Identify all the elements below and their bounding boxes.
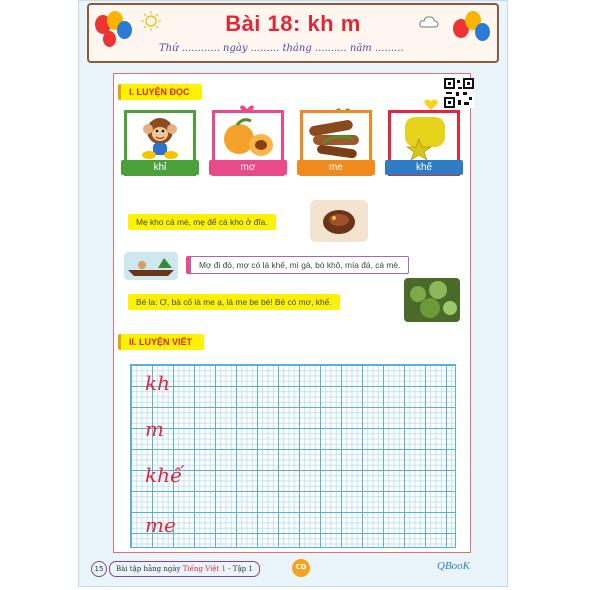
picture-card-me bbox=[300, 110, 372, 176]
boat-icon bbox=[124, 252, 178, 280]
starfruit-icon bbox=[391, 113, 457, 163]
apricot-icon bbox=[215, 113, 281, 163]
section-reading-label: I. LUYỆN ĐỌC bbox=[118, 84, 202, 100]
picture-label: me bbox=[297, 160, 375, 175]
header-banner bbox=[87, 3, 499, 63]
reading-sentence-1: Mẹ kho cá mè, mẹ để cá kho ở đĩa. bbox=[128, 214, 276, 230]
section-writing-label: II. LUYỆN VIẾT bbox=[118, 334, 204, 350]
cd-icon: CD bbox=[292, 559, 310, 577]
tamarind-icon bbox=[303, 113, 369, 163]
picture-label: khế bbox=[385, 160, 463, 175]
writing-sample: m bbox=[145, 417, 164, 441]
cloud-icon bbox=[419, 15, 439, 29]
tamarind-tree-icon bbox=[404, 278, 460, 322]
exercise-panel bbox=[113, 73, 471, 553]
lesson-title: Bài 18: kh m bbox=[225, 11, 361, 36]
book-title: Bài tập hằng ngày Tiếng Việt 1 - Tập 1 bbox=[109, 561, 260, 577]
page-number: 15 bbox=[91, 561, 107, 577]
picture-card-khe bbox=[388, 110, 460, 176]
writing-grid[interactable] bbox=[130, 364, 456, 548]
date-line: Thứ ............ ngày ......... tháng .......... năm ......... bbox=[159, 43, 404, 54]
fish-dish-icon bbox=[310, 200, 368, 242]
picture-card-mo bbox=[212, 110, 284, 176]
picture-label: mơ bbox=[209, 160, 287, 175]
reading-sentence-2: Mợ đi đò, mợ có lá khế, mì gà, bò khô, mía đá, cá mè. bbox=[190, 256, 409, 274]
reading-sentence-3: Bé la: Ơ, bà cố là me ạ, lá me be bé! Bé có mơ, khế. bbox=[128, 294, 340, 310]
monkey-icon bbox=[127, 113, 193, 163]
qr-code-icon bbox=[444, 78, 474, 108]
publisher-logo: QBooK bbox=[437, 560, 470, 572]
picture-card-khi bbox=[124, 110, 196, 176]
writing-sample: kh bbox=[145, 371, 170, 395]
picture-label: khỉ bbox=[121, 160, 199, 175]
footer bbox=[87, 557, 497, 579]
writing-sample: khế bbox=[145, 463, 183, 487]
worksheet-page bbox=[78, 0, 508, 587]
writing-sample: me bbox=[145, 513, 176, 537]
